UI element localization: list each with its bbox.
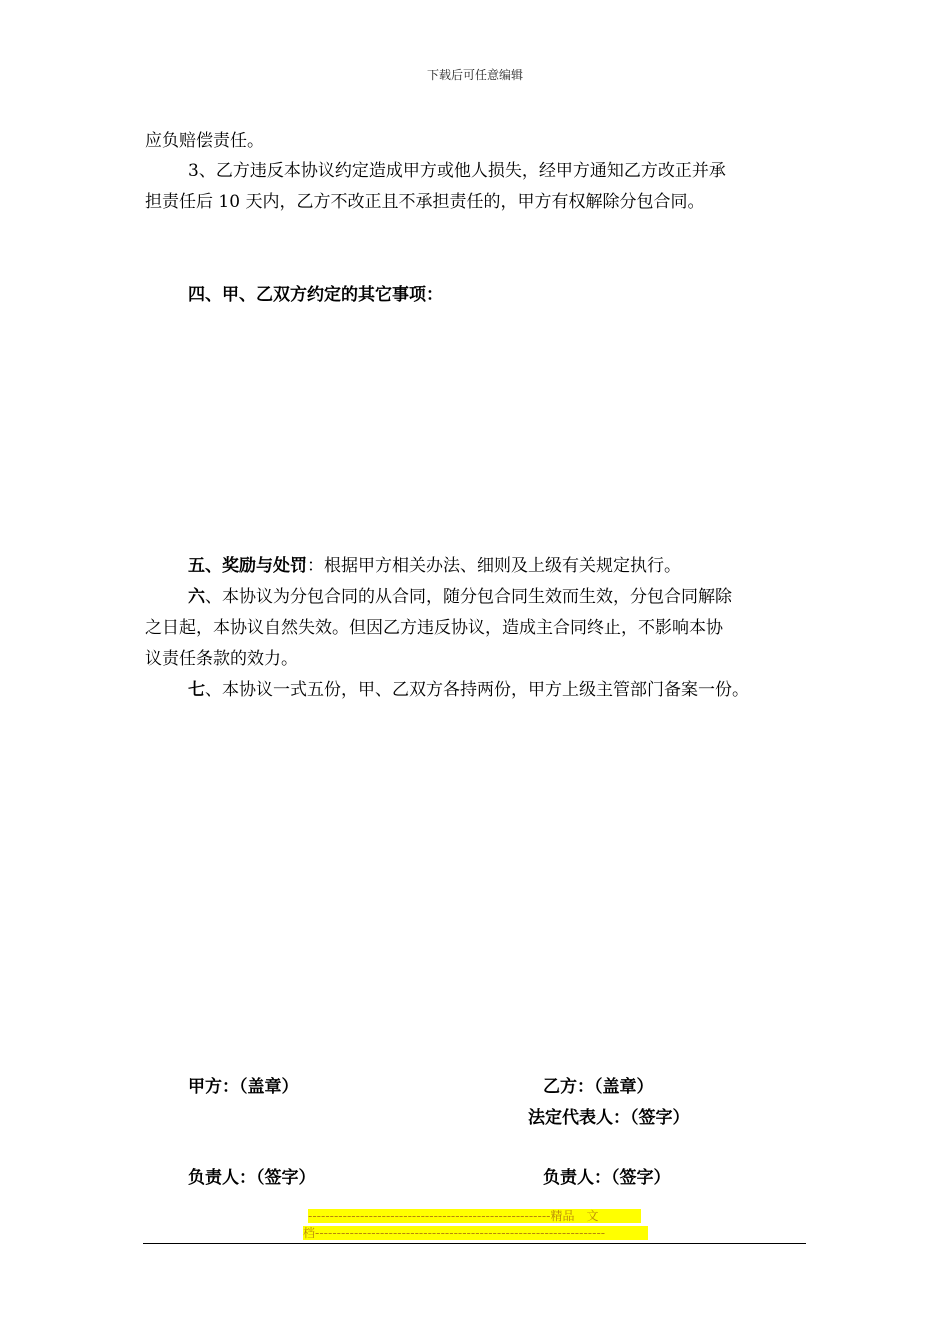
section4-title: 四、甲、乙双方约定的其它事项： (188, 285, 443, 305)
section7-num: 七 (188, 680, 205, 700)
section6-line2: 之日起，本协议自然失效。但因乙方违反协议，造成主合同终止，不影响本协 (145, 618, 723, 638)
footer-watermark-line1: --------------------------------------------------------精品 文 (308, 1209, 641, 1223)
section6-line1 (188, 587, 732, 607)
section6-line1-text: 、本协议为分包合同的从合同，随分包合同生效而生效，分包合同解除 (205, 587, 732, 607)
body-line: 应负赔偿责任。 (145, 131, 264, 151)
section6-line3: 议责任条款的效力。 (145, 649, 298, 669)
party-a-person-signature: 负责人：（签字） (188, 1168, 316, 1188)
section7-text: 、本协议一式五份，甲、乙双方各持两份，甲方上级主管部门备案一份。 (205, 680, 749, 700)
section5-title: 五、奖励与处罚 (188, 556, 307, 576)
party-b-seal: 乙方：（盖章） (543, 1077, 654, 1097)
section6-num: 六 (188, 587, 205, 607)
item3-line1: 3、乙方违反本协议约定造成甲方或他人损失，经甲方通知乙方改正并承 (188, 161, 726, 181)
party-b-person-signature: 负责人：（签字） (543, 1168, 671, 1188)
section7 (188, 680, 749, 700)
party-a-seal: 甲方：（盖章） (188, 1077, 299, 1097)
section5 (188, 556, 681, 576)
header-note: 下载后可任意编辑 (426, 68, 523, 82)
footer-divider (143, 1243, 806, 1244)
footer-watermark-line2: 档------------------------------------------------------------------- (303, 1226, 648, 1240)
section5-text: ：根据甲方相关办法、细则及上级有关规定执行。 (307, 556, 681, 576)
item3-line2: 担责任后 10 天内，乙方不改正且不承担责任的，甲方有权解除分包合同。 (145, 192, 705, 212)
legal-rep-signature: 法定代表人：（签字） (528, 1108, 690, 1128)
